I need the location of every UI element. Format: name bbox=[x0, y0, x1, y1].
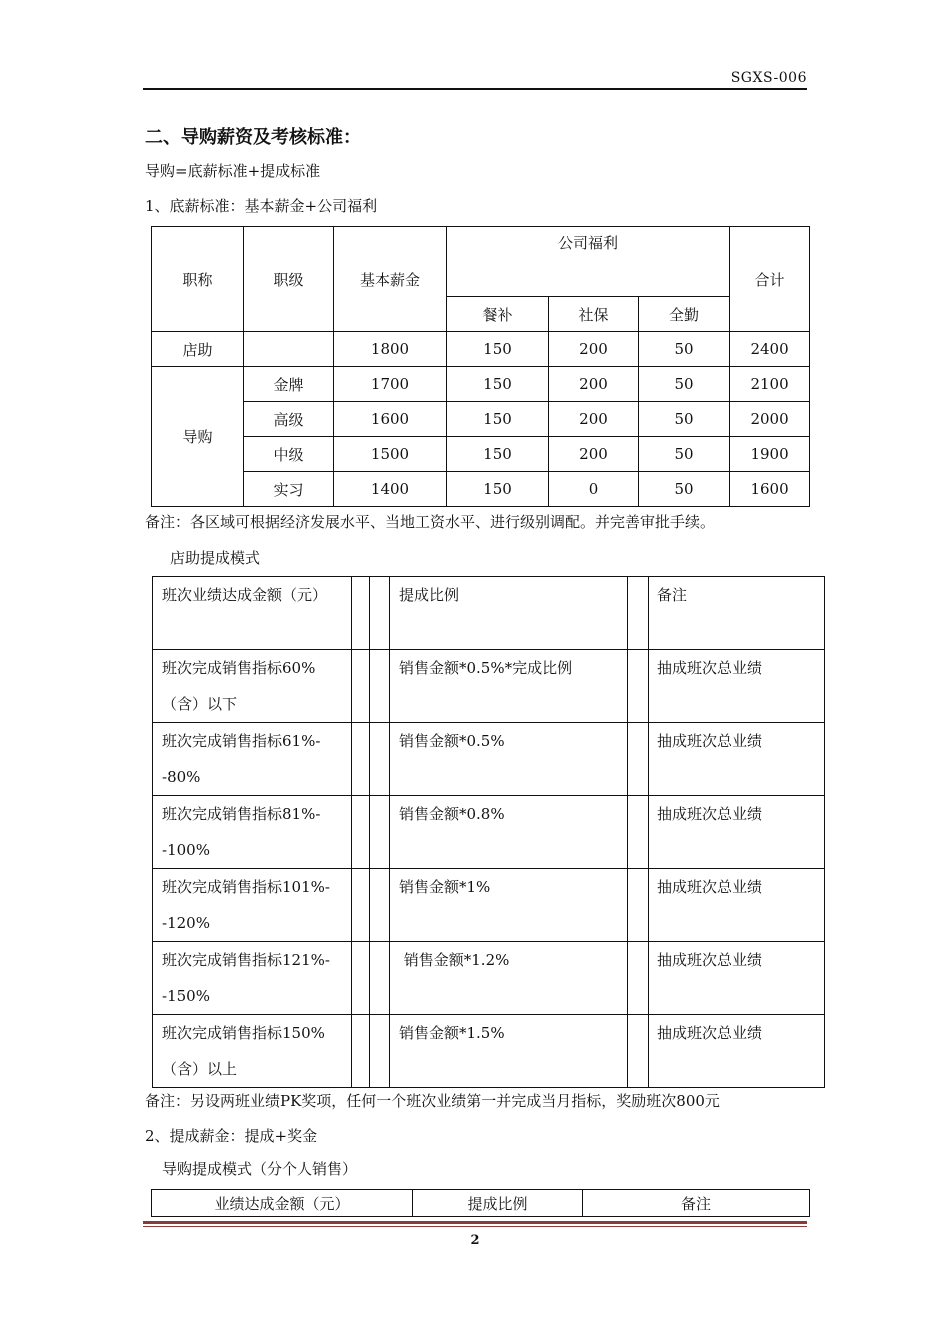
cell-base: 1600 bbox=[334, 402, 447, 437]
header-remark: 备注 bbox=[583, 1190, 810, 1217]
base-salary-table bbox=[151, 226, 810, 507]
table-row bbox=[153, 869, 825, 942]
cell-insurance: 200 bbox=[549, 367, 639, 402]
cell-insurance: 200 bbox=[549, 332, 639, 367]
cell-base: 1700 bbox=[334, 367, 447, 402]
header-level: 职级 bbox=[244, 227, 334, 332]
table-row bbox=[152, 332, 810, 367]
table-row bbox=[152, 437, 810, 472]
commission-salary-heading: 2、提成薪金：提成+奖金 bbox=[145, 1127, 318, 1145]
guide-commission-title: 导购提成模式（分个人销售） bbox=[162, 1160, 358, 1178]
cell-level: 实习 bbox=[244, 472, 334, 507]
pk-award-note: 备注：另设两班业绩PK奖项，任何一个班次业绩第一并完成当月指标，奖励班次800元 bbox=[145, 1092, 720, 1110]
cell-total: 2100 bbox=[730, 367, 810, 402]
header-meal: 餐补 bbox=[447, 297, 549, 332]
cell-amount: 班次完成销售指标61%--80% bbox=[153, 723, 352, 796]
cell-ratio: 销售金额*0.8% bbox=[390, 796, 628, 869]
cell-title: 导购 bbox=[152, 367, 244, 507]
table-header-row bbox=[153, 577, 825, 650]
header-base-salary: 基本薪金 bbox=[334, 227, 447, 332]
table-header-row bbox=[152, 1190, 810, 1217]
cell-base: 1800 bbox=[334, 332, 447, 367]
cell-amount: 班次完成销售指标150%（含）以上 bbox=[153, 1015, 352, 1088]
cell-attendance: 50 bbox=[639, 367, 730, 402]
cell-remark: 抽成班次总业绩 bbox=[649, 1015, 825, 1088]
assistant-commission-table bbox=[152, 576, 825, 1088]
header-attendance: 全勤 bbox=[639, 297, 730, 332]
cell-total: 2000 bbox=[730, 402, 810, 437]
cell-total: 2400 bbox=[730, 332, 810, 367]
cell-level: 高级 bbox=[244, 402, 334, 437]
page-number: 2 bbox=[470, 1233, 480, 1248]
cell-insurance: 200 bbox=[549, 402, 639, 437]
cell-meal: 150 bbox=[447, 332, 549, 367]
cell-insurance: 0 bbox=[549, 472, 639, 507]
table-row bbox=[153, 942, 825, 1015]
table-row bbox=[152, 472, 810, 507]
base-salary-note: 备注：各区域可根据经济发展水平、当地工资水平、进行级别调配。并完善审批手续。 bbox=[145, 513, 716, 531]
salary-formula: 导购=底薪标准+提成标准 bbox=[145, 162, 321, 180]
cell-attendance: 50 bbox=[639, 402, 730, 437]
base-salary-heading: 1、底薪标准：基本薪金+公司福利 bbox=[145, 197, 378, 215]
header-ratio: 提成比例 bbox=[390, 577, 628, 650]
header-title: 职称 bbox=[152, 227, 244, 332]
table-row bbox=[152, 402, 810, 437]
cell-remark: 抽成班次总业绩 bbox=[649, 723, 825, 796]
header-amount: 班次业绩达成金额（元） bbox=[153, 577, 352, 650]
cell-remark: 抽成班次总业绩 bbox=[649, 796, 825, 869]
header-total: 合计 bbox=[730, 227, 810, 332]
cell-amount: 班次完成销售指标121%--150% bbox=[153, 942, 352, 1015]
cell-ratio: 销售金额*0.5%*完成比例 bbox=[390, 650, 628, 723]
table-row bbox=[153, 650, 825, 723]
header-company-welfare: 公司福利 bbox=[447, 227, 730, 297]
cell-total: 1900 bbox=[730, 437, 810, 472]
cell-meal: 150 bbox=[447, 367, 549, 402]
cell-title: 店助 bbox=[152, 332, 244, 367]
footer-divider bbox=[143, 1221, 807, 1224]
header-remark: 备注 bbox=[649, 577, 825, 650]
cell-amount: 班次完成销售指标60%（含）以下 bbox=[153, 650, 352, 723]
cell-ratio: 销售金额*1.2% bbox=[390, 942, 628, 1015]
cell-ratio: 销售金额*1% bbox=[390, 869, 628, 942]
header-insurance: 社保 bbox=[549, 297, 639, 332]
cell-level: 金牌 bbox=[244, 367, 334, 402]
cell-meal: 150 bbox=[447, 437, 549, 472]
document-code: SGXS-006 bbox=[730, 70, 807, 86]
cell-remark: 抽成班次总业绩 bbox=[649, 650, 825, 723]
cell-attendance: 50 bbox=[639, 437, 730, 472]
cell-total: 1600 bbox=[730, 472, 810, 507]
cell-meal: 150 bbox=[447, 402, 549, 437]
cell-base: 1400 bbox=[334, 472, 447, 507]
table-row bbox=[153, 796, 825, 869]
cell-remark: 抽成班次总业绩 bbox=[649, 869, 825, 942]
cell-amount: 班次完成销售指标81%--100% bbox=[153, 796, 352, 869]
cell-attendance: 50 bbox=[639, 332, 730, 367]
table-row bbox=[153, 1015, 825, 1088]
guide-commission-table bbox=[151, 1189, 810, 1217]
header-ratio: 提成比例 bbox=[413, 1190, 583, 1217]
header-divider bbox=[143, 88, 807, 90]
section-title: 二、导购薪资及考核标准： bbox=[145, 127, 361, 148]
footer-divider-thin bbox=[143, 1226, 807, 1227]
cell-ratio: 销售金额*1.5% bbox=[390, 1015, 628, 1088]
cell-remark: 抽成班次总业绩 bbox=[649, 942, 825, 1015]
table-row bbox=[153, 723, 825, 796]
cell-ratio: 销售金额*0.5% bbox=[390, 723, 628, 796]
table-row bbox=[152, 367, 810, 402]
cell-base: 1500 bbox=[334, 437, 447, 472]
cell-attendance: 50 bbox=[639, 472, 730, 507]
header-amount: 业绩达成金额（元） bbox=[152, 1190, 413, 1217]
assistant-commission-title: 店助提成模式 bbox=[170, 549, 261, 567]
cell-level bbox=[244, 332, 334, 367]
cell-insurance: 200 bbox=[549, 437, 639, 472]
cell-level: 中级 bbox=[244, 437, 334, 472]
cell-amount: 班次完成销售指标101%--120% bbox=[153, 869, 352, 942]
cell-meal: 150 bbox=[447, 472, 549, 507]
